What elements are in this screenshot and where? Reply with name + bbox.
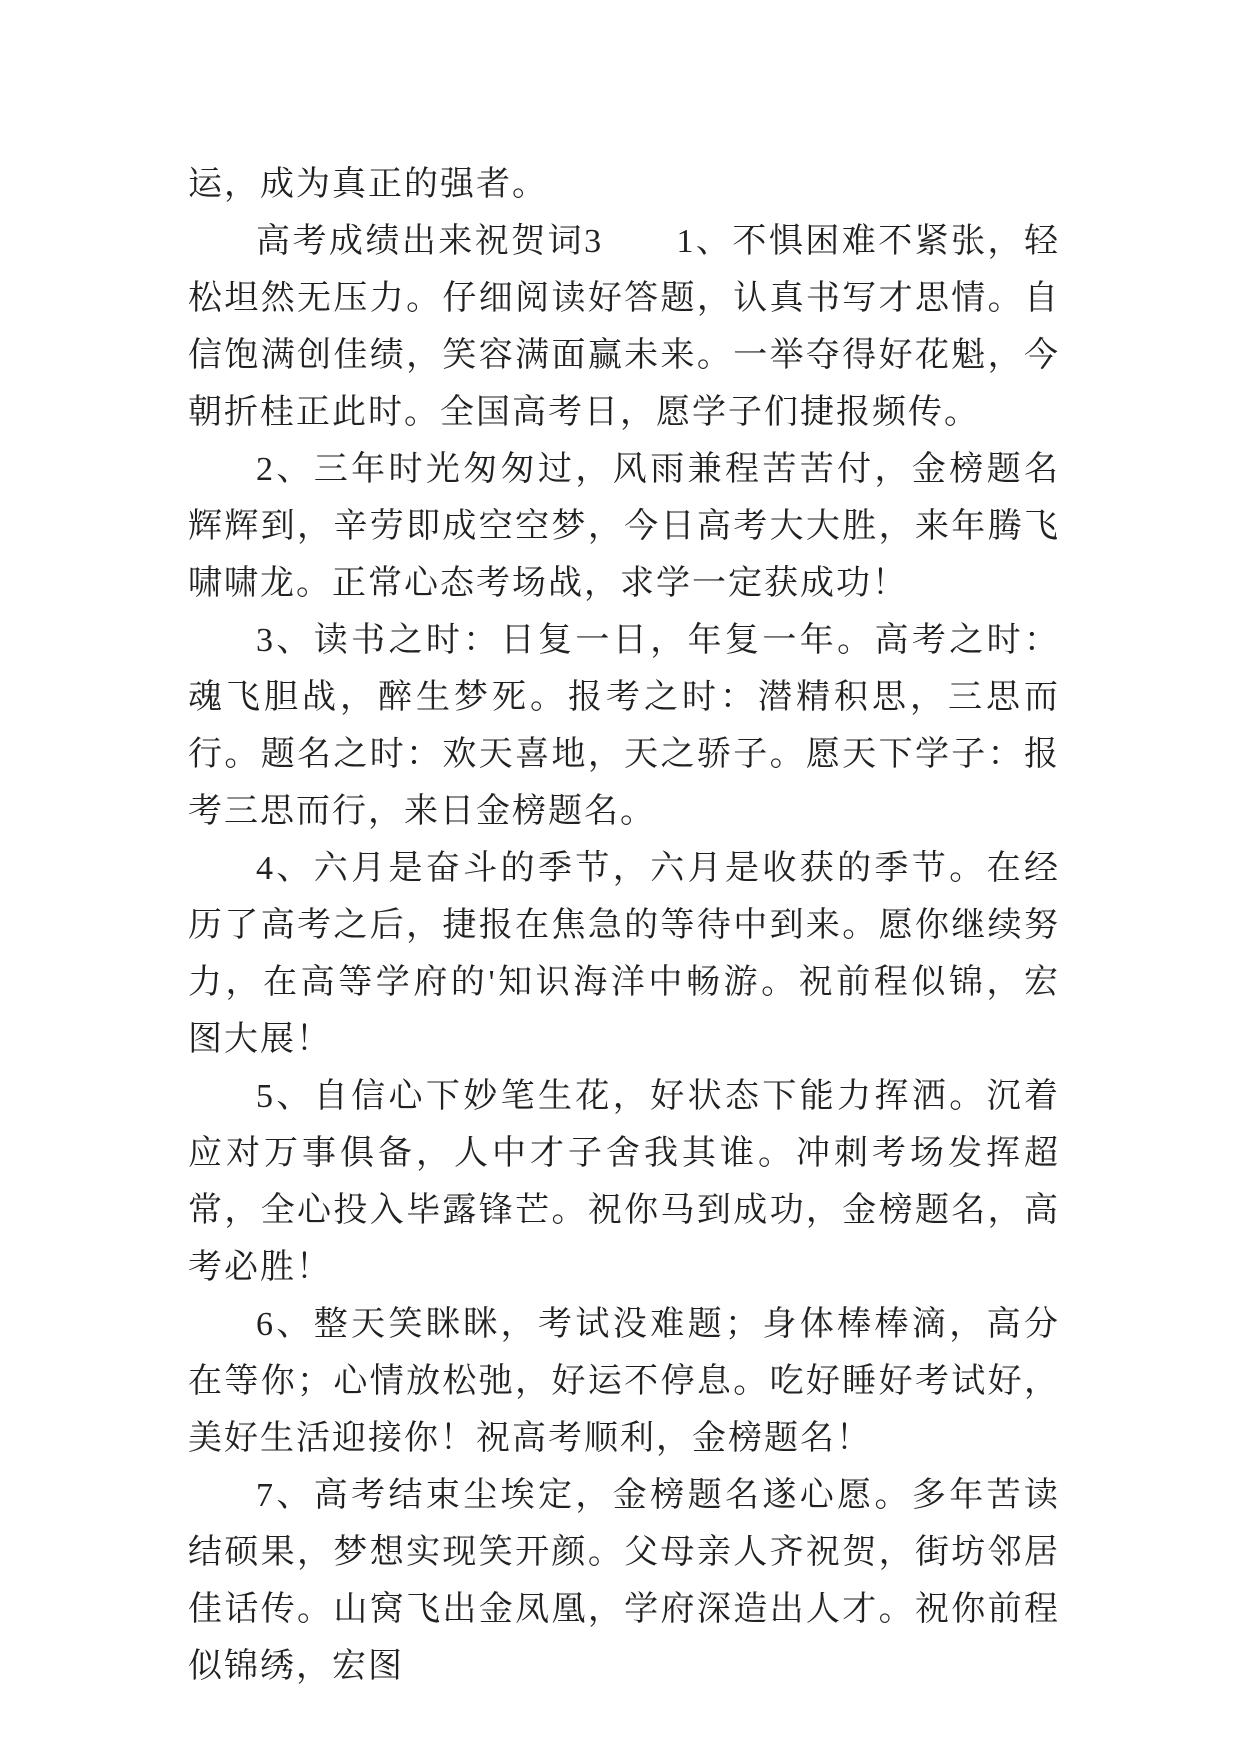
paragraph-section-title-and-item-1 xyxy=(188,213,1060,441)
greeting-item-2: 2、三年时光匆匆过，风雨兼程苦苦付，金榜题名辉辉到，辛劳即成空空梦，今日高考大大胜，来年腾飞啸啸龙。正常心态考场战，求学一定获成功！ xyxy=(188,451,1060,602)
title-separator xyxy=(603,223,676,260)
greeting-item-1: 1、不惧困难不紧张，轻松坦然无压力。仔细阅读好答题，认真书写才思情。自信饱满创佳绩，笑容满面赢未来。一举夺得好花魁，今朝折桂正此时。全国高考日，愿学子们捷报频传。 xyxy=(188,223,1061,431)
greeting-item-5: 5、自信心下妙笔生花，好状态下能力挥洒。沉着应对万事俱备，人中才子舍我其谁。冲刺考场发挥超常，全心投入毕露锋芒。祝你马到成功，金榜题名，高考必胜！ xyxy=(188,1078,1060,1286)
greeting-item-6: 6、整天笑眯眯，考试没难题；身体棒棒滴，高分在等你；心情放松弛，好运不停息。吃好睡好考试好，美好生活迎接你！祝高考顺利，金榜题名！ xyxy=(188,1306,1060,1457)
section-title: 高考成绩出来祝贺词3 xyxy=(256,223,604,260)
paragraph-continuation: 运，成为真正的强者。 xyxy=(188,166,548,203)
greeting-item-3: 3、读书之时：日复一日，年复一年。高考之时：魂飞胆战，醉生梦死。报考之时：潜精积思，三思而行。题名之时：欢天喜地，天之骄子。愿天下学子：报考三思而行，来日金榜题名。 xyxy=(188,622,1060,830)
document-body xyxy=(188,156,1060,1695)
greeting-item-4: 4、六月是奋斗的季节，六月是收获的季节。在经历了高考之后，捷报在焦急的等待中到来。愿你继续努力，在高等学府的'知识海洋中畅游。祝前程似锦，宏图大展！ xyxy=(188,850,1060,1058)
greeting-item-7: 7、高考结束尘埃定，金榜题名遂心愿。多年苦读结硕果，梦想实现笑开颜。父母亲人齐祝贺，街坊邻居佳话传。山窝飞出金凤凰，学府深造出人才。祝你前程似锦绣，宏图 xyxy=(188,1477,1060,1685)
